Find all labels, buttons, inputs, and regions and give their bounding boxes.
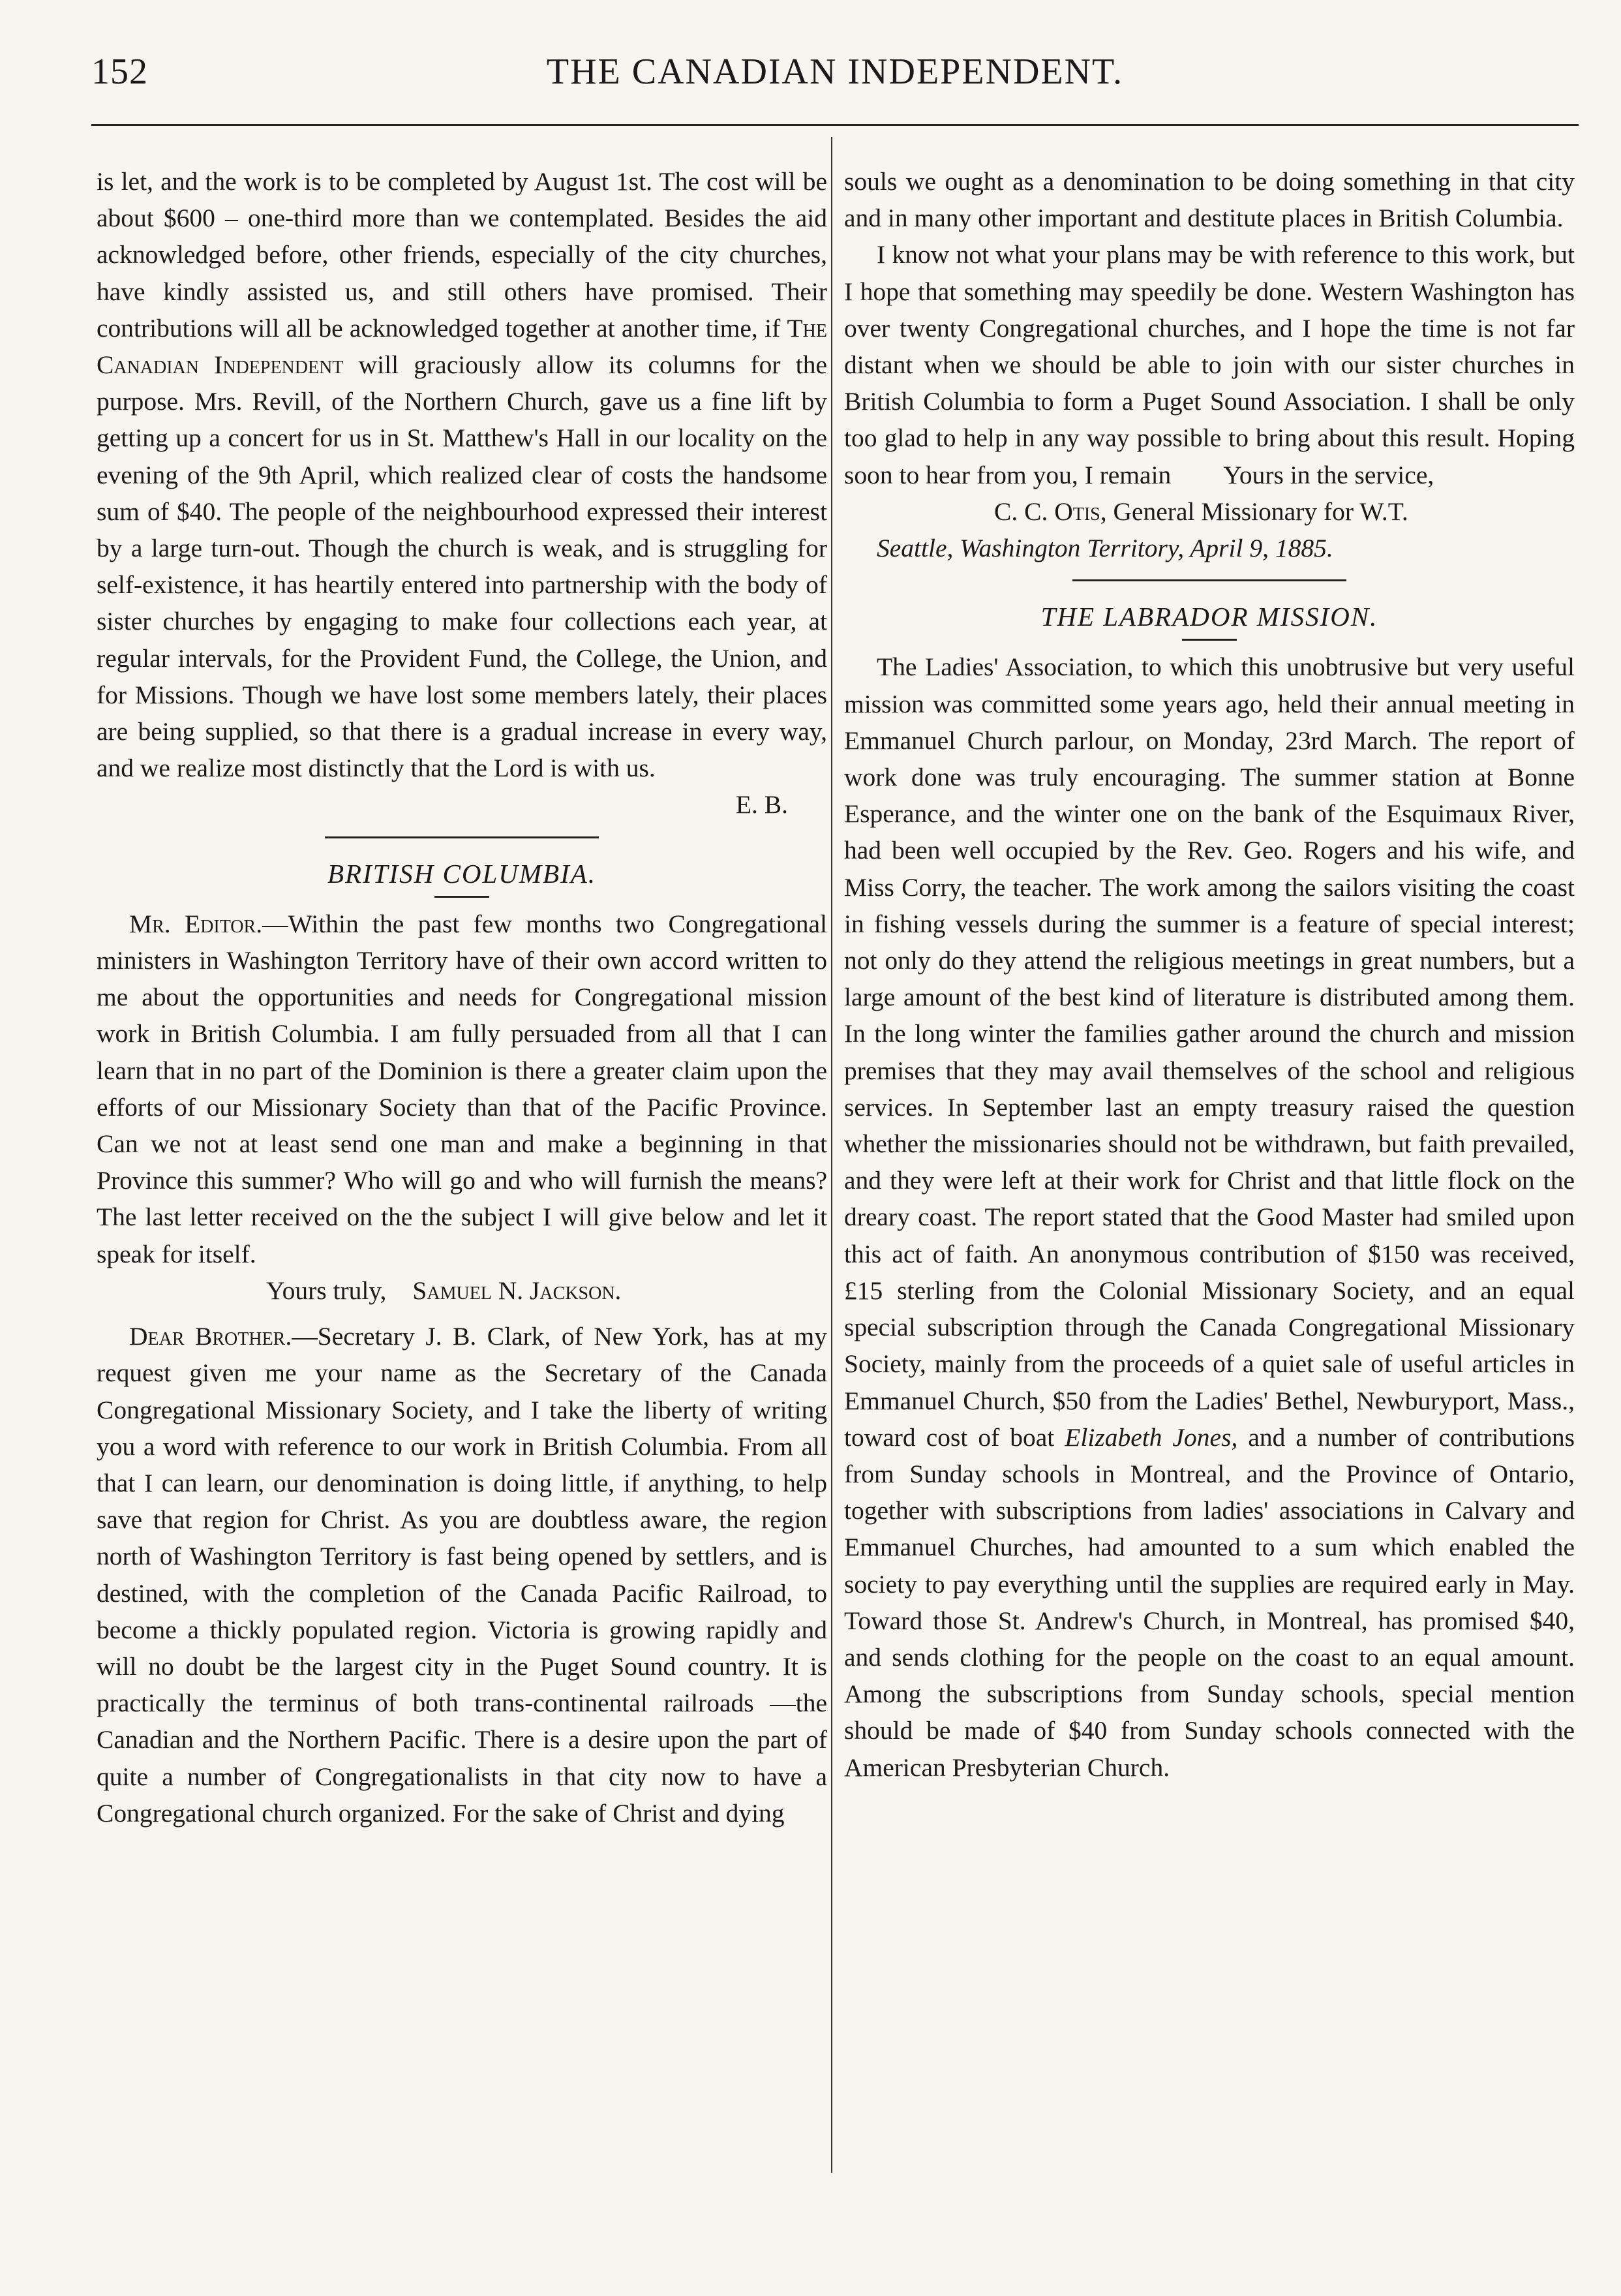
section-divider — [1072, 579, 1346, 581]
closing: Yours in the service, — [1223, 460, 1434, 489]
paragraph-text: The Ladies' Association, to which this unobtrusive but very useful mission was committed some years ago, held their annual meeting in Emmanuel Church parlour, on Monday, 23rd March. The report of work done was truly encouraging. The summer station at Bonne Esperance, and the winter one on the bank of the Esquimaux River, had been well occupied by the Rev. Geo. Rogers and his wife, and Miss Corry, the teacher. The work among the sailors visiting the coast in fishing vessels during the summer is a feature of special interest; not only do they attend the religious meetings in great numbers, but a large amount of the best kind of literature is distributed among them. In the long winter the families gather around the church and mission premises that they may avail themselves of the school and religious services. In September last an empty treasury raised the question whether the missionaries should not be withdrawn, but faith prevailed, and they were left at their work for Christ and that little flock on the dreary coast. The report stated that the Good Master had smiled upon this act of faith. An anonymous contribution of $150 was received, £15 sterling from the Colonial Missionary Society, and an equal special subscription through the Canada Congregational Missionary Society, mainly from the proceeds of a quiet sale of useful articles in Emmanuel Church, $50 from the Ladies' Bethel, Newburyport, Mass., toward cost of boat — [844, 652, 1575, 1452]
signature-name: C. C. Otis, — [994, 497, 1107, 526]
salutation: Dear Brother. — [129, 1322, 292, 1351]
section-heading-labrador-mission: THE LABRADOR MISSION. — [1040, 602, 1378, 632]
paragraph-text: is let, and the work is to be completed by August 1st. The cost will be about $600 – one-third more than we contemplated. Besides the aid acknowledged before, other friends, especially of the city churches, have kindly assisted us, and still others have promised. Their contributions will all be acknowledged together at another time, if — [97, 167, 827, 343]
author-initials: E. B. — [735, 790, 788, 819]
letter-text: —Within the past few months two Congregational ministers in Washington Territory have of their own accord written to me about the opportunities and needs for Congregational mission work in British Columbia. I am fully persuaded from all that I can learn that in no part of the Dominion is there a greater claim upon the efforts of our Missionary Society than that of the Pacific Province. Can we not at least send one man and make a beginning in that Province this summer? Who will go and who will furnish the means? The last letter received on the the subject I will give below and let it speak for itself. — [97, 909, 828, 1268]
labrador-paragraph — [844, 649, 1575, 1785]
section-heading-british-columbia: BRITISH COLUMBIA. — [327, 858, 597, 889]
running-title: THE CANADIAN INDEPENDENT. — [546, 52, 1124, 92]
yours-truly: Yours truly, — [266, 1276, 387, 1305]
brother-letter — [97, 1318, 827, 1831]
column-divider — [831, 137, 832, 2173]
letter-signoff — [97, 1272, 827, 1309]
continued-paragraph — [97, 163, 827, 786]
signature-title: General Missionary for W.T. — [1106, 497, 1408, 526]
left-column — [97, 163, 827, 1831]
dateline: Seattle, Washington Territory, April 9, 1885. — [877, 534, 1333, 563]
paragraph-text: will graciously allow its columns for the purpose. Mrs. Revill, of the Northern Church, gave us a fine lift by getting up a concert for us in St. Matthew's Hall in our locality on the evening of the 9th April, which realized clear of costs the handsome sum of $40. The people of the neighbourhood expressed their interest by a large turn-out. Though the church is weak, and is struggling for self-existence, it has heartily entered into partnership with the body of sister churches by engaging to make four collections each year, at regular intervals, for the Provident Fund, the College, the Union, and for Missions. Though we have lost some members lately, their places are being supplied, so that there is a gradual increase in every way, and we realize most distinctly that the Lord is with us. — [97, 350, 827, 783]
heading-underline — [434, 896, 489, 898]
signature: Samuel N. Jackson. — [412, 1276, 622, 1305]
header-rule — [91, 124, 1579, 126]
continued-paragraph: souls we ought as a denomination to be doing something in that city and in many other important and destitute places in British Columbia. — [844, 167, 1575, 233]
page-header — [91, 46, 1579, 104]
heading-underline — [1182, 639, 1237, 641]
section-divider — [325, 836, 599, 838]
paragraph-text: I know not what your plans may be with reference to this work, but I hope that something may speedily be done. Western Washington has over twenty Congregational churches, and I hope the time is not far distant when we should be able to join with our sister churches in British Columbia to form a Puget Sound Association. I shall be only too glad to help in any way possible to bring about this result. Hoping soon to hear from you, I remain — [844, 240, 1575, 489]
publication-name: The Canadian Independent — [97, 313, 827, 380]
boat-name: Elizabeth Jones — [1065, 1422, 1232, 1452]
letter-paragraph — [844, 236, 1575, 493]
page-number: 152 — [91, 52, 148, 92]
missionary-signature — [844, 493, 1575, 530]
salutation: Mr. Editor. — [129, 909, 263, 938]
paragraph-text: , and a number of contributions from Sunday schools in Montreal, and the Province of Ontario, together with subscriptions from ladies' associations in Calvary and Emmanuel Churches, had amounted to a sum which enabled the society to pay everything until the supplies are required early in May. Toward those St. Andrew's Church, in Montreal, has promised $40, and sends clothing for the people on the coast to an equal amount. Among the subscriptions from Sunday schools, special mention should be made of $40 from Sunday schools connected with the American Presbyterian Church. — [844, 1422, 1575, 1782]
letter-text: —Secretary J. B. Clark, of New York, has at my request given me your name as the Secretary of the Canada Congregational Missionary Society, and I take the liberty of writing you a word with reference to our work in British Columbia. From all that I can learn, our denomination is doing little, if anything, to help save that region for Christ. As you are doubtless aware, the region north of Washington Territory is fast being opened by settlers, and is destined, with the completion of the Canada Pacific Railroad, to become a thickly populated region. Victoria is growing rapidly and will no doubt be the largest city in the Puget Sound country. It is practically the terminus of both trans-continental railroads —the Canadian and the Northern Pacific. There is a desire upon the part of quite a number of Congregationalists in that city now to have a Congregational church organized. For the sake of Christ and dying — [97, 1322, 828, 1828]
editor-letter — [97, 906, 827, 1272]
right-column — [844, 163, 1575, 1786]
